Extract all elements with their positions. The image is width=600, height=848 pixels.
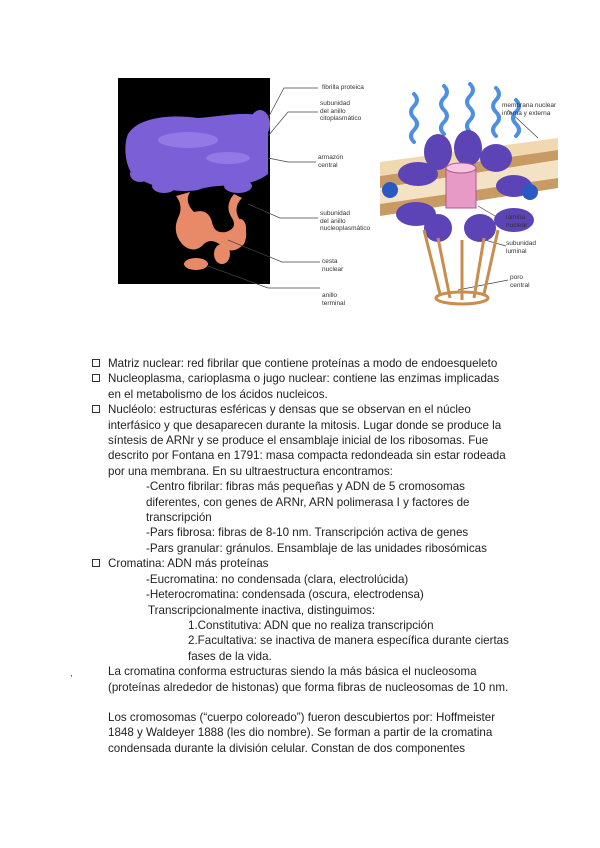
item-text: Nucleoplasma, carioplasma o jugo nuclear: contiene las enzimas implicadas bbox=[108, 372, 500, 386]
item-text: por una membrana. En su ultraestructura encontramos: bbox=[108, 464, 393, 478]
label-lamina-nuclear: lámina nuclear bbox=[506, 214, 528, 229]
document-body bbox=[92, 356, 532, 756]
sub-item-pars-fibrosa: -Pars fibrosa: fibras de 8-10 nm. Transcripción activa de genes bbox=[146, 526, 469, 540]
sub-item-centro-fibrilar: -Centro fibrilar: fibras más pequeñas y ADN de 5 cromosomas diferentes, con genes de ARNr, ARN polimerasa I y factores de transcripción bbox=[146, 480, 470, 525]
list-item-nucleoplasma bbox=[92, 371, 532, 402]
item-text: síntesis de ARNr y se produce el ensamblaje inicial de los ribosomas. Fue bbox=[108, 434, 489, 448]
label-poro-central: poro central bbox=[510, 274, 530, 289]
label-membrana-nuclear: membrana nuclear interna y externa bbox=[502, 102, 557, 117]
item-text: Cromatina: ADN más proteínas bbox=[108, 557, 269, 571]
label-armazon-central: armazón central bbox=[318, 154, 344, 169]
item-text: interfásico y que desaparecen durante la mitosis. Lugar donde se produce la bbox=[108, 418, 502, 432]
nuclear-pore-figure bbox=[118, 78, 558, 320]
sub-item-facultativa: 2.Facultativa: se inactiva de manera específica durante ciertas bbox=[188, 634, 509, 648]
label-subunidad-citoplasmatico: subunidad del anillo citoplasmático bbox=[320, 100, 362, 122]
list-item-matriz bbox=[92, 356, 532, 371]
stray-comma-mark: , bbox=[70, 668, 73, 679]
label-subunidad-nucleoplasmatico: subunidad del anillo nucleoplasmático bbox=[320, 210, 371, 232]
label-cesta-nuclear: cesta nuclear bbox=[322, 258, 344, 273]
label-fibrilla-proteica: fibrilla proteica bbox=[322, 84, 364, 91]
item-text: Matriz nuclear: red fibrilar que contiene proteínas a modo de endoesqueleto bbox=[108, 357, 498, 370]
sub-item-heterocromatina: -Heterocromatina: condensada (oscura, electrodensa) bbox=[146, 588, 424, 602]
item-text: Nucléolo: estructuras esféricas y densas que se observan en el núcleo bbox=[108, 403, 471, 417]
checkbox-icon bbox=[92, 559, 100, 567]
sub-item-facultativa-cont: fases de la vida. bbox=[188, 649, 272, 663]
item-text: descrito por Fontana en 1791: masa compacta redondeada sin estar rodeada bbox=[108, 449, 506, 463]
paragraph-cromosomas: Los cromosomas (“cuerpo coloreado”) fueron descubiertos por: Hoffmeister 1848 y Waldeyer 1888 (les dio nombre). Se forman a partir de la cromatina condensada durante la división celular. Constan de dos componentes bbox=[108, 710, 496, 755]
label-subunidad-luminal: subunidad luminal bbox=[506, 240, 536, 255]
list-item-nucleolo bbox=[92, 402, 532, 479]
sub-item-eucromatina: -Eucromatina: no condensada (clara, electrolúcida) bbox=[146, 572, 409, 586]
pore-schematic bbox=[380, 84, 558, 304]
paragraph-nucleosoma: La cromatina conforma estructuras siendo la más básica el nucleosoma (proteínas alrededor de histonas) que forma fibras de nucleosomas de 10 nm. bbox=[108, 665, 509, 694]
list-item-cromatina bbox=[92, 556, 532, 571]
checkbox-icon bbox=[92, 374, 100, 382]
purple-ring-render bbox=[125, 110, 270, 193]
checkbox-icon bbox=[92, 359, 100, 367]
label-anillo-terminal: anillo terminal bbox=[322, 292, 346, 307]
sub-item-transcripcional: Transcripcionalmente inactiva, distinguimos: bbox=[148, 603, 376, 617]
checkbox-icon bbox=[92, 405, 100, 413]
item-text: en el metabolismo de los ácidos nucleicos. bbox=[108, 387, 328, 401]
sub-item-pars-granular: -Pars granular: gránulos. Ensamblaje de las unidades ribosómicas bbox=[146, 541, 487, 555]
sub-item-constitutiva: 1.Constitutiva: ADN que no realiza transcripción bbox=[188, 618, 434, 632]
